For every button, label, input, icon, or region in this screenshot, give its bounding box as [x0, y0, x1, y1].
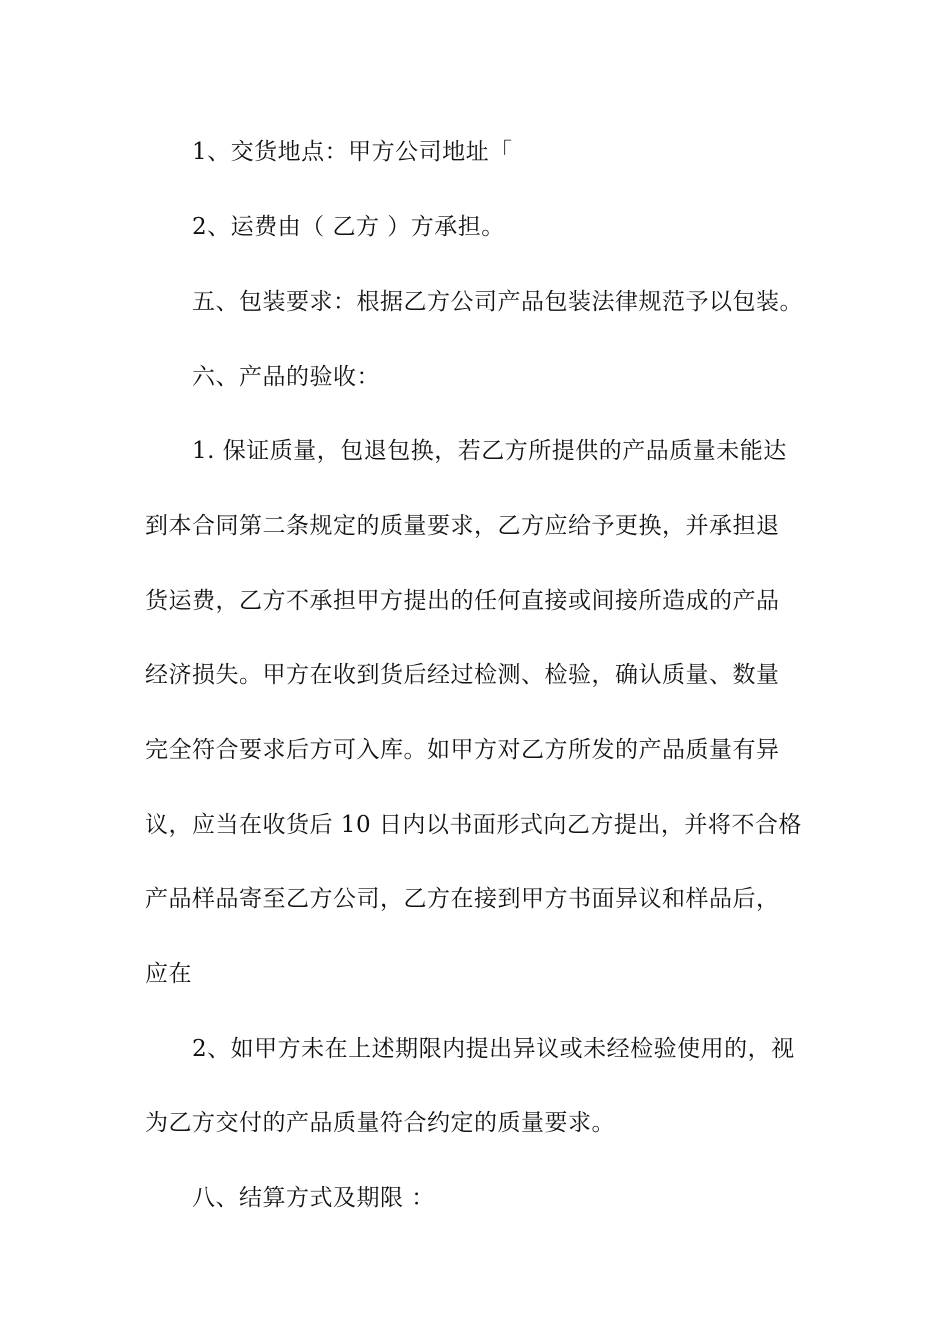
delivery-location-line: 1、交货地点：甲方公司地址「: [192, 139, 513, 165]
acceptance-paragraph-line: 到本合同第二条规定的质量要求，乙方应给予更换，并承担退: [145, 513, 780, 539]
objection-paragraph-line: 为乙方交付的产品质量符合约定的质量要求。: [145, 1110, 615, 1136]
objection-paragraph-line: 2、如甲方未在上述期限内提出异议或未经检验使用的，视: [192, 1036, 795, 1062]
acceptance-paragraph-line: 1. 保证质量，包退包换，若乙方所提供的产品质量未能达: [192, 438, 787, 464]
acceptance-paragraph-line: 完全符合要求后方可入库。如甲方对乙方所发的产品质量有异: [145, 737, 780, 763]
freight-line: 2、运费由（ 乙方 ）方承担。: [192, 214, 505, 240]
section-6-heading: 六、产品的验收：: [192, 364, 380, 390]
section-5-packaging: 五、包装要求：根据乙方公司产品包装法律规范予以包装。: [192, 289, 803, 315]
acceptance-paragraph-line: 议，应当在收货后 10 日内以书面形式向乙方提出，并将不合格: [145, 812, 802, 838]
acceptance-paragraph-line: 应在: [145, 961, 192, 987]
section-8-heading: 八、结算方式及期限 ：: [192, 1185, 435, 1211]
acceptance-paragraph-line: 产品样品寄至乙方公司，乙方在接到甲方书面异议和样品后，: [145, 886, 780, 912]
acceptance-paragraph-line: 经济损失。甲方在收到货后经过检测、检验，确认质量、数量: [145, 662, 780, 688]
acceptance-paragraph-line: 货运费，乙方不承担甲方提出的任何直接或间接所造成的产品: [145, 588, 780, 614]
